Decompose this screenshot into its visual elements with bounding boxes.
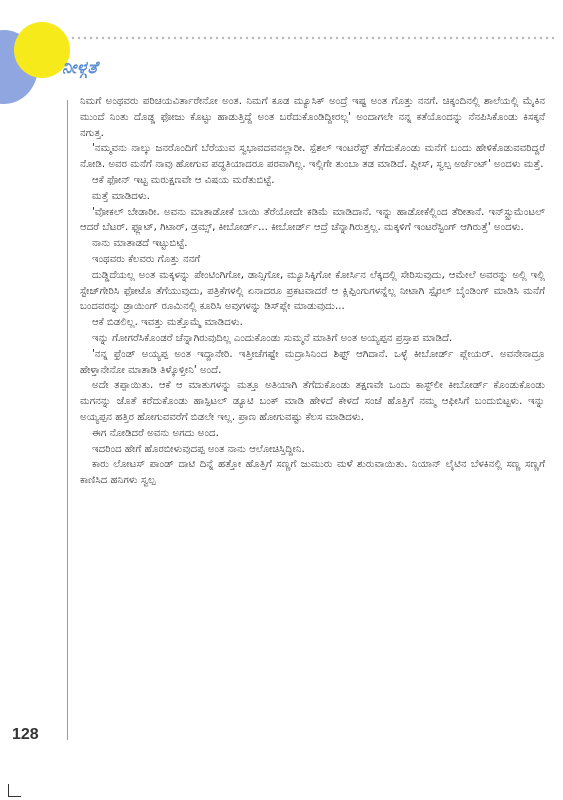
paragraph: ಆಕೆ ಬಿಡಲಿಲ್ಲ. ಇವತ್ತು ಮತ್ತೊಮ್ಮೆ ಮಾಡಿದಳು. <box>92 317 243 329</box>
paragraph: ಆಕೆ ಫೋನ್ ಇಟ್ಟ ಮರುಕ್ಷಣವೇ ಆ ವಿಷಯ ಮರೆತುಬಿಟ್ಟೆ. <box>92 174 275 186</box>
paragraph: ನಾನು ಮಾತಾಡದೆ ಇಟ್ಟುಬಿಟ್ಟೆ. <box>92 238 188 250</box>
paragraph: 'ನನ್ನ ಫ್ರೆಂಡ್ ಅಯ್ಯಪ್ಪ ಅಂತ ಇದ್ದಾನೇರಿ. ಇತ್ತೀಚೆಗಷ್ಟೇ ಮದ್ರಾಸಿನಿಂದ ಶಿಫ್ಟ್ ಆಗಿದಾನೆ. ಒಳ್ಳೆ ಕೀಬೋರ್ಡ್ ಪ್ಲೇಯರ್. ಅವನೇನಾದ್ರೂ ಹೇಳ್ತಾನೇನೋ ಮಾತಾಡಿ ತಿಳ್ಕೊಳ್ತೀನಿ' ಅಂದೆ. <box>80 348 545 376</box>
paragraph: ಇಂಥವರು ಕೆಲವರು ಗೊತ್ತು ನನಗೆ <box>92 253 201 265</box>
section-title: ನೀಳ್ಗತೆ <box>62 58 98 78</box>
paragraph: ಕಾರು ಲೋಟಸ್ ಪಾಂಡ್ ದಾಟಿ ದಿನ್ನೆ ಹತ್ತೋ ಹೊತ್ತಿಗೆ ಸಣ್ಣಗೆ ಜುಮುರು ಮಳೆ ಶುರುವಾಯಿತು. ನಿಯಾನ್ ಲೈಟಿನ ಬೆಳಕಿನಲ್ಲಿ ಸಣ್ಣ ಸಣ್ಣಗೆ ಕಾಣಿಸಿದ ಹನಿಗಳು ಸ್ವಲ್ಪ <box>80 459 545 487</box>
paragraph: 'ವೋಕಲ್ ಬೇಡಾರೀ. ಅವನು ಮಾತಾಡೋಕೆ ಬಾಯಿ ತೆರೆಯೋದೇ ಕಡಿಮೆ ಮಾಡಿದಾನೆ. ಇನ್ನು ಹಾಡೋಕೆಲ್ಲಿಂದ ತೆರೀತಾನೆ. ಇನ್‌ಸ್ಟ್ರುಮೆಂಟಲ್ ಆದರೆ ಬೆಟರ್. ಫ್ಲೂಟ್, ಗಿಟಾರ್, ಡ್ರಮ್ಸ್, ಕೀಬೋರ್ಡ್... ಕೀಬೋರ್ಡ್ ಆದ್ರೆ ಚೆನ್ನಾಗಿರುತ್ತಲ್ಲ. ಮಕ್ಕಳಿಗೆ ಇಂಟರೆಸ್ಟಿಂಗ್ ಆಗಿರುತ್ತೆ' ಅಂದಳು. <box>80 206 545 234</box>
header-dotted-line <box>70 36 558 40</box>
paragraph: ಇದರಿಂದ ಹೇಗೆ ಹೊರಬೀಳುವುದಪ್ಪ ಅಂತ ನಾನು ಆಲೋಚಿಸ್ತಿದ್ದೀನಿ. <box>92 443 305 455</box>
crop-mark <box>8 784 21 797</box>
paragraph: 'ನಮ್ಮವನು ನಾಲ್ಕು ಜನರೊಂದಿಗೆ ಬೆರೆಯುವ ಸ್ವಭಾವದವನಲ್ಲಾರೀ. ಸ್ಪೆಶಲ್ ಇಂಟರೆಸ್ಟ್ ತೆಗೆದುಕೊಂಡು ಮನೆಗೆ ಬಂದು ಹೇಳಿಕೊಡುವವರಿದ್ದರೆ ನೋಡಿ. ಅವರ ಮನೆಗೆ ನಾವು ಹೋಗುವ ಪದ್ಧತಿಯಾದರೂ ಪರವಾಗಿಲ್ಲ. ಇಲ್ಲಿಗೇ ತುಂಬಾ ತಡ ಮಾಡಿದೆ. ಪ್ಲೀಸ್, ಸ್ವಲ್ಪ ಅರ್ಜೆಂಟ್' ಅಂದಳು ಮತ್ತೆ. <box>80 143 545 171</box>
paragraph: ಮತ್ತೆ ಮಾಡಿದಳು. <box>92 190 150 202</box>
margin-rule <box>67 100 68 740</box>
paragraph: ನಿಮಗೆ ಅಂಥವರು ಪರಿಚಯವಿರ್ತಾರೇನೋ ಅಂತ. ನಿಮಗೆ ಕೂಡ ಮ್ಯೂಸಿಕ್ ಅಂದ್ರೆ ಇಷ್ಟ ಅಂತ ಗೊತ್ತು ನನಗೆ. ಚಿಕ್ಕಂದಿನಲ್ಲಿ ಶಾಲೆಯಲ್ಲಿ ಮೈಕಿನ ಮುಂದೆ ನಿಂತು ದೊಡ್ಡ ಫೋಜು ಕೊಟ್ಟು ಹಾಡುತ್ತಿದ್ದೆ ಅಂತ ಬರೆದುಕೊಂಡಿದ್ದೀರಲ್ಲ' ಅಂದಾಗಲೇ ನನ್ನ ಕತೆಯೊಂದನ್ನು ನೆನಪಿಸಿಕೊಂಡು ಕಿಸಕ್ಕನೆ ನಗುತ್ತ. <box>80 96 545 139</box>
paragraph: ಈಗ ನೋಡಿದರೆ ಅವನು ಅಗದು ಅಂದ. <box>92 427 219 439</box>
body-text <box>80 94 545 489</box>
paragraph: ದುಡ್ಡಿದೆಯಲ್ಲ ಅಂತ ಮಕ್ಕಳನ್ನು ಪೇಂಟಿಂಗಿಗೋ, ಡಾನ್ಸಿಗೋ, ಮ್ಯೂಸಿಕ್ಕಿಗೋ ಕೋರ್ಸಿನ ಲೆಕ್ಕದಲ್ಲಿ ಸೇರಿಸುವುದು, ಆಮೇಲೆ ಅವರನ್ನು ಅಲ್ಲಿ ಇಲ್ಲಿ ಸ್ಟೇಜ್‌ಗೇರಿಸಿ ಫೋಟೊ ತೆಗೆಯುವುದು, ಪತ್ರಿಕೆಗಳಲ್ಲಿ ಏನಾದರೂ ಪ್ರಕಟವಾದರೆ ಆ ಕ್ಲಿಪ್ಪಿಂಗುಗಳನ್ನೆಲ್ಲ ನೀಟಾಗಿ ಸ್ಪೈರಲ್ ಬೈಂಡಿಂಗ್ ಮಾಡಿಸಿ ಮನೆಗೆ ಬಂದವರನ್ನು ಡ್ರಾಯಿಂಗ್ ರೂಮಿನಲ್ಲಿ ಕೂರಿಸಿ ಅವುಗಳನ್ನು ಡಿಸ್‌ಪ್ಲೇ ಮಾಡುವುದು... <box>80 269 545 313</box>
paragraph: ಇನ್ನು ಗೋಗರೆಸಿಕೊಂಡರೆ ಚೆನ್ನಾಗಿರುವುದಿಲ್ಲ ಎಂದುಕೊಂಡು ಸುಮ್ಮನೆ ಮಾತಿಗೆ ಅಂತ ಅಯ್ಯಪ್ಪನ ಪ್ರಸ್ತಾಪ ಮಾಡಿದೆ. <box>92 332 453 344</box>
paragraph: ಅದೇ ತಪ್ಪಾಯಿತು. ಆಕೆ ಆ ಮಾತುಗಳನ್ನು ಮತ್ತೂ ಅತಿಯಾಗಿ ತೆಗೆದುಕೊಂಡು ತಕ್ಷಣವೇ ಒಂದು ಕಾಸ್ಟ್‌ಲೀ ಕೀಬೋರ್ಡ್ ಕೊಂಡುಕೊಂಡು ಮಗನನ್ನು ಜೊತೆ ಕರೆದುಕೊಂಡು ಹಾಸ್ಪಿಟಲ್ ಡ್ಯೂಟಿ ಬಂಕ್ ಮಾಡಿ ಹೇಳದೆ ಕೇಳದೆ ಸಂಜೆ ಹೊತ್ತಿಗೆ ನಮ್ಮ ಆಫೀಸಿಗೆ ಬಂದುಬಿಟ್ಟಳು. ಇನ್ನು ಅಯ್ಯಪ್ಪನ ಹತ್ತಿರ ಹೋಗುವವರೆಗೆ ಬಿಡಲೇ ಇಲ್ಲ. ಪ್ರಾಣ ಹೋಗುವಷ್ಟು ಕೆಲಸ ಮಾಡಿದಳು. <box>80 380 545 423</box>
page-number: 128 <box>12 726 39 743</box>
